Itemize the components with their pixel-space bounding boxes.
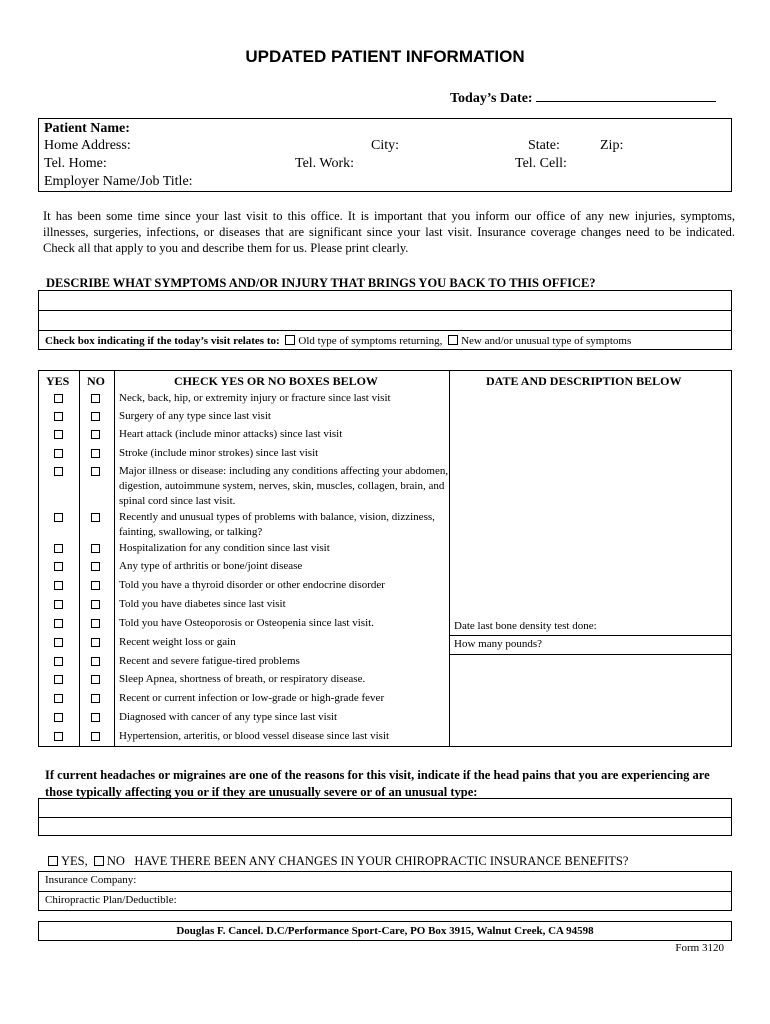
new-symptoms-label: New and/or unusual type of symptoms: [461, 335, 632, 347]
yes-checkbox[interactable]: [54, 600, 63, 609]
insurance-question: HAVE THERE BEEN ANY CHANGES IN YOUR CHIROPRACTIC INSURANCE BENEFITS?: [134, 854, 629, 868]
checklist-item-text: Heart attack (include minor attacks) since last visit: [119, 428, 343, 440]
no-checkbox[interactable]: [91, 675, 100, 684]
insurance-yes-label: YES,: [61, 854, 88, 868]
todays-date-field[interactable]: [536, 88, 716, 102]
no-checkbox[interactable]: [91, 713, 100, 722]
tel-cell-label: Tel. Cell:: [515, 156, 567, 171]
no-checkbox[interactable]: [91, 732, 100, 741]
patient-name-label: Patient Name:: [44, 121, 130, 136]
checklist-item-text: Stroke (include minor strokes) since last visit: [119, 447, 319, 459]
yes-checkbox[interactable]: [54, 412, 63, 421]
row-divider: [39, 817, 731, 818]
no-checkbox[interactable]: [91, 467, 100, 476]
no-checkbox[interactable]: [91, 619, 100, 628]
no-header: NO: [87, 374, 105, 388]
no-checkbox[interactable]: [91, 513, 100, 522]
describe-box: [38, 290, 732, 350]
row-divider: [39, 891, 731, 892]
yes-checkbox[interactable]: [54, 581, 63, 590]
checklist-item-text: Diagnosed with cancer of any type since last visit: [119, 711, 338, 723]
describe-heading: DESCRIBE WHAT SYMPTOMS AND/OR INJURY THAT BRINGS YOU BACK TO THIS OFFICE?: [46, 276, 596, 290]
no-checkbox[interactable]: [91, 544, 100, 553]
checklist-item-text: Told you have diabetes since last visit: [119, 598, 286, 610]
insurance-yes-checkbox[interactable]: [48, 856, 58, 866]
no-checkbox[interactable]: [91, 694, 100, 703]
visit-relates-row: [39, 331, 731, 351]
no-checkbox[interactable]: [91, 600, 100, 609]
insurance-box: [38, 871, 732, 911]
page-title: UPDATED PATIENT INFORMATION: [245, 47, 525, 66]
yes-checkbox[interactable]: [54, 675, 63, 684]
no-checkbox[interactable]: [91, 394, 100, 403]
yes-checkbox[interactable]: [54, 467, 63, 476]
pounds-label: How many pounds?: [454, 638, 542, 650]
headache-question: If current headaches or migraines are one of the reasons for this visit, indicate if the head pains that you are experiencing are those typically affecting you or if they are unusually severe or of an unusual type:: [45, 768, 710, 799]
checklist-item-text: Sleep Apnea, shortness of breath, or respiratory disease.: [119, 673, 366, 685]
no-checkbox[interactable]: [91, 581, 100, 590]
yes-checkbox[interactable]: [54, 732, 63, 741]
yes-checkbox[interactable]: [54, 430, 63, 439]
no-checkbox[interactable]: [91, 412, 100, 421]
yes-checkbox[interactable]: [54, 562, 63, 571]
chiropractic-plan-label: Chiropractic Plan/Deductible:: [45, 894, 177, 906]
state-label: State:: [528, 138, 560, 153]
checklist-item-text: Recent and severe fatigue-tired problems: [119, 655, 300, 667]
col-divider: [79, 371, 80, 746]
new-symptoms-checkbox[interactable]: [448, 335, 458, 345]
checklist-item-text: Recent or current infection or low-grade or high-grade fever: [119, 692, 385, 704]
checklist-item-text: Recently and unusual types of problems with balance, vision, dizziness, fainting, swallowing, or talking?: [119, 511, 435, 538]
yes-checkbox[interactable]: [54, 619, 63, 628]
intro-paragraph: It has been some time since your last visit to this office. It is important that you inform our office of any new injuries, symptoms, illnesses, surgeries, infections, or diseases that are significant since your last visit. Insurance coverage changes need to be indicated. Check all that apply to you and describe them for us. Please print clearly.: [43, 209, 735, 255]
checklist-item-text: Any type of arthritis or bone/joint disease: [119, 560, 303, 572]
tel-home-label: Tel. Home:: [44, 156, 107, 171]
checklist-table: [38, 370, 732, 747]
todays-date-label: Today’s Date:: [450, 91, 533, 106]
yes-checkbox[interactable]: [54, 657, 63, 666]
tel-work-label: Tel. Work:: [295, 156, 355, 171]
employer-label: Employer Name/Job Title:: [44, 174, 193, 189]
bone-density-label: Date last bone density test done:: [454, 620, 597, 632]
checklist-item-text: Hypertension, arteritis, or blood vessel disease since last visit: [119, 730, 390, 742]
form-number: Form 3120: [675, 942, 724, 954]
checklist-item-text: Hospitalization for any condition since last visit: [119, 542, 330, 554]
checklist-item-text: Neck, back, hip, or extremity injury or fracture since last visit: [119, 392, 391, 404]
insurance-no-checkbox[interactable]: [94, 856, 104, 866]
no-checkbox[interactable]: [91, 449, 100, 458]
yes-header: YES: [46, 374, 70, 388]
patient-info-box: [38, 118, 732, 192]
footer-address: Douglas F. Cancel. D.C/Performance Sport-Care, PO Box 3915, Walnut Creek, CA 94598: [38, 921, 732, 941]
old-symptoms-label: Old type of symptoms returning,: [298, 335, 443, 347]
insurance-company-label: Insurance Company:: [45, 874, 137, 886]
col-divider: [114, 371, 115, 746]
checklist-item-text: Recent weight loss or gain: [119, 636, 236, 648]
headache-answer-box[interactable]: [38, 798, 732, 836]
date-header: DATE AND DESCRIPTION BELOW: [486, 374, 682, 388]
insurance-no-label: NO: [106, 854, 125, 868]
checklist-item-text: Told you have Osteoporosis or Osteopenia since last visit.: [119, 617, 374, 629]
old-symptoms-checkbox[interactable]: [285, 335, 295, 345]
no-checkbox[interactable]: [91, 638, 100, 647]
yes-checkbox[interactable]: [54, 513, 63, 522]
no-checkbox[interactable]: [91, 657, 100, 666]
checklist-item-text: Major illness or disease: including any conditions affecting your abdomen, digestion, autoimmune system, nerves, skin, muscles, collagen, brain, and spinal cord since last visit.: [119, 465, 449, 507]
visit-relates-label: Check box indicating if the today’s visit relates to:: [45, 335, 280, 347]
todays-date: [450, 88, 716, 107]
yes-checkbox[interactable]: [54, 394, 63, 403]
yes-checkbox[interactable]: [54, 694, 63, 703]
no-checkbox[interactable]: [91, 430, 100, 439]
yes-checkbox[interactable]: [54, 638, 63, 647]
row-divider: [449, 654, 732, 655]
no-checkbox[interactable]: [91, 562, 100, 571]
home-address-label: Home Address:: [44, 138, 131, 153]
yes-checkbox[interactable]: [54, 713, 63, 722]
checklist-item-text: Told you have a thyroid disorder or other endocrine disorder: [119, 579, 385, 591]
zip-label: Zip:: [600, 138, 624, 153]
row-divider: [449, 635, 732, 636]
city-label: City:: [371, 138, 400, 153]
check-header: CHECK YES OR NO BOXES BELOW: [174, 374, 378, 388]
insurance-question-row: [45, 854, 628, 869]
yes-checkbox[interactable]: [54, 449, 63, 458]
yes-checkbox[interactable]: [54, 544, 63, 553]
describe-line-1[interactable]: [39, 291, 731, 311]
col-divider: [449, 371, 450, 746]
describe-line-2[interactable]: [39, 311, 731, 331]
checklist-item-text: Surgery of any type since last visit: [119, 410, 271, 422]
